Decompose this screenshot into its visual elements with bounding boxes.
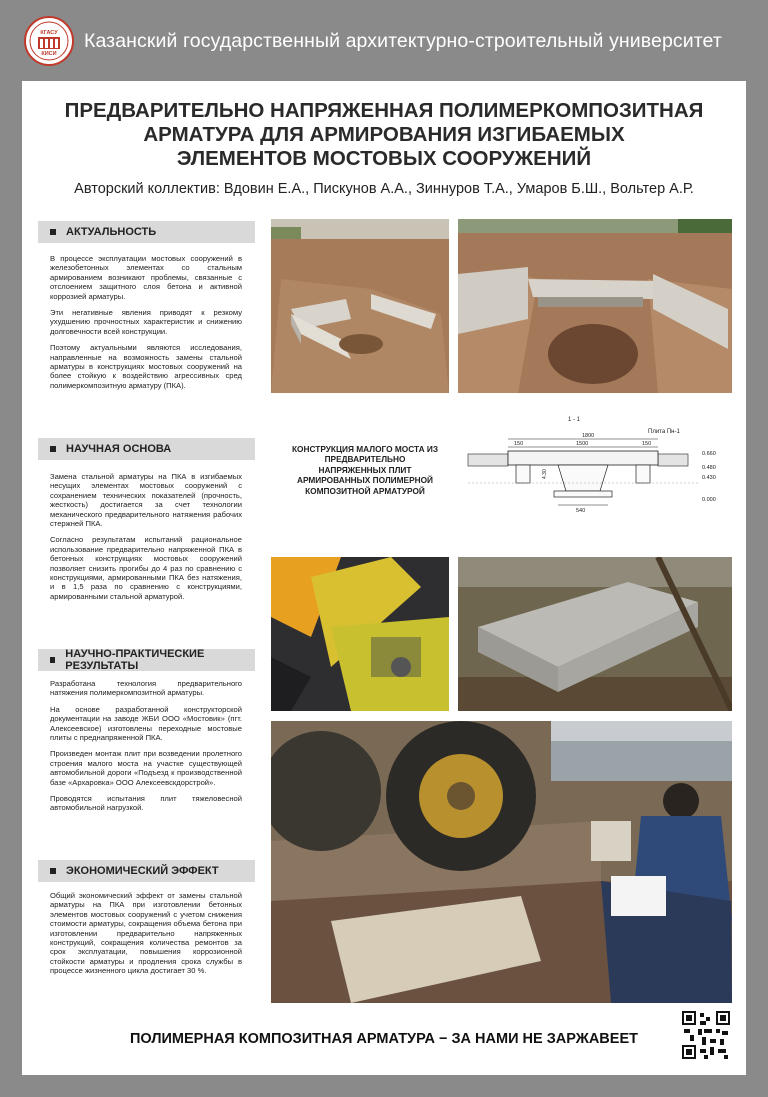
title-line: ЭЛЕМЕНТОВ МОСТОВЫХ СООРУЖЕНИЙ	[176, 147, 592, 170]
section-text-science	[50, 472, 242, 608]
photo-slab-blocks	[271, 219, 449, 393]
authors-line: Авторский коллектив: Вдовин Е.А., Пискунов А.А., Зиннуров Т.А., Умаров Б.Ш., Вольтер А.Р.	[74, 181, 694, 197]
section-text-results	[50, 679, 242, 820]
paragraph: Эти негативные явления приводят к резкому ухудшению прочностных характеристик и снижению долговечности всей конструкции.	[50, 308, 242, 336]
section-heading-text: ЭКОНОМИЧЕСКИЙ ЭФФЕКТ	[66, 865, 219, 877]
section-heading-economic	[38, 860, 255, 882]
title-line: ПРЕДВАРИТЕЛЬНО НАПРЯЖЕННАЯ ПОЛИМЕРКОМПОЗИТНАЯ	[64, 99, 704, 122]
level-mark: 0.430	[702, 475, 716, 481]
paragraph: Произведен монтаж плит при возведении пролетного строения малого моста на участке существующей автомобильной дороги «Подъезд к производственной базе «Архаровка» ООО Алексеевскдорстрой».	[50, 749, 242, 787]
section-heading-relevance	[38, 221, 255, 243]
photo-precast-slab	[458, 557, 732, 711]
square-bullet-icon	[50, 229, 56, 235]
poster-title	[22, 99, 746, 171]
logo-text-bottom: КИСИ	[41, 51, 57, 57]
dim-height: 4.30	[542, 469, 548, 479]
dim-right: 150	[642, 441, 652, 447]
section-text-economic	[50, 891, 242, 983]
paragraph: Поэтому актуальными являются исследования, направленные на возможность замены стальной арматуры в конструкциях мостовых сооружений на более стойкую к воздействию агрессивных сред полимеркомпозитную арматуру (ПКА).	[50, 343, 242, 390]
bridge-cross-section-diagram	[458, 409, 732, 531]
paragraph: В процессе эксплуатации мостовых сооружений в железобетонных элементах со стальным армированием возникают проблемы, связанные с отслоением защитного слоя бетона и активной коррозией арматуры.	[50, 254, 242, 301]
section-heading-text: НАУЧНО-ПРАКТИЧЕСКИЕ РЕЗУЛЬТАТЫ	[65, 648, 205, 672]
plate-label: Плита Пн-1	[648, 429, 680, 435]
header-bar	[0, 0, 768, 80]
qr-code-icon	[682, 1011, 730, 1059]
section-heading-results	[38, 649, 255, 671]
level-mark: 0.660	[702, 451, 716, 457]
dim-middle: 1500	[576, 441, 589, 447]
university-name: Казанский государственный архитектурно-строительный университет	[84, 30, 722, 52]
photo-tensioning-equipment	[271, 557, 449, 711]
dim-total: 1800	[582, 433, 595, 439]
logo-text-top: КГАСУ	[40, 30, 58, 36]
square-bullet-icon	[50, 657, 55, 663]
university-logo	[24, 16, 74, 66]
paragraph: Разработана технология предварительного натяжения полимеркомпозитной арматуры.	[50, 679, 242, 698]
section-label: 1 - 1	[568, 417, 581, 423]
paragraph: Общий экономический эффект от замены стальной арматуры на ПКА при изготовлении бетонных элементов мостовых сооружений с учетом снижения стоимости арматуры, сокращения объема бетона при изготовлении предварительно напряженных конструкций, сокращения количества ремонтов за срок эксплуатации, повышения коррозионной стойкости арматуры и продления срока службы в процессе жизненного цикла достигает 30 %.	[50, 891, 242, 976]
title-line: АРМАТУРА ДЛЯ АРМИРОВАНИЯ ИЗГИБАЕМЫХ	[143, 123, 625, 146]
section-heading-text: НАУЧНАЯ ОСНОВА	[66, 443, 172, 455]
photo-trench-slabs	[458, 219, 732, 393]
level-mark: 0.000	[702, 497, 716, 503]
section-heading-science	[38, 438, 255, 460]
paragraph: Замена стальной арматуры на ПКА в изгибаемых несущих элементах мостовых сооружений с сохранением технических показателей (прочность, жесткость) достигается за счет технологии механического предварительного натяжения рабочих стержней ПКА.	[50, 472, 242, 529]
footer-slogan: ПОЛИМЕРНАЯ КОМПОЗИТНАЯ АРМАТУРА − ЗА НАМИ НЕ ЗАРЖАВЕЕТ	[130, 1031, 638, 1047]
paragraph: Проводятся испытания плит тяжеловесной автомобильной нагрузкой.	[50, 794, 242, 813]
paragraph: На основе разработанной конструкторской документации на заводе ЖБИ ООО «Мостовик» (пгт. Алексеевское) изготовлены переходные мостовые плиты с преднапряженной ПКА.	[50, 704, 242, 743]
photo-load-testing	[271, 721, 732, 1003]
dim-left: 150	[514, 441, 524, 447]
poster-sheet	[22, 81, 746, 1075]
square-bullet-icon	[50, 868, 56, 874]
level-mark: 0.480	[702, 465, 716, 471]
dim-bottom: 540	[576, 508, 586, 514]
section-heading-text: АКТУАЛЬНОСТЬ	[66, 226, 157, 238]
square-bullet-icon	[50, 446, 56, 452]
paragraph: Согласно результатам испытаний рациональное использование предварительно напряженной ПКА в бетонных конструкциях мостовых сооружений позволяет снизить прогибы до 4 раз по сравнению с конструкциями, армированными ПКА без натяжения, и в 1,5 раза по сравнению с конструкциями, армированными стальной арматурой.	[50, 535, 242, 601]
diagram-caption: КОНСТРУКЦИЯ МАЛОГО МОСТА ИЗ ПРЕДВАРИТЕЛЬНО НАПРЯЖЕННЫХ ПЛИТ АРМИРОВАННЫХ ПОЛИМЕРНОЙ КОМПОЗИТНОЙ АРМАТУРОЙ	[291, 444, 439, 496]
section-text-relevance	[50, 254, 242, 397]
